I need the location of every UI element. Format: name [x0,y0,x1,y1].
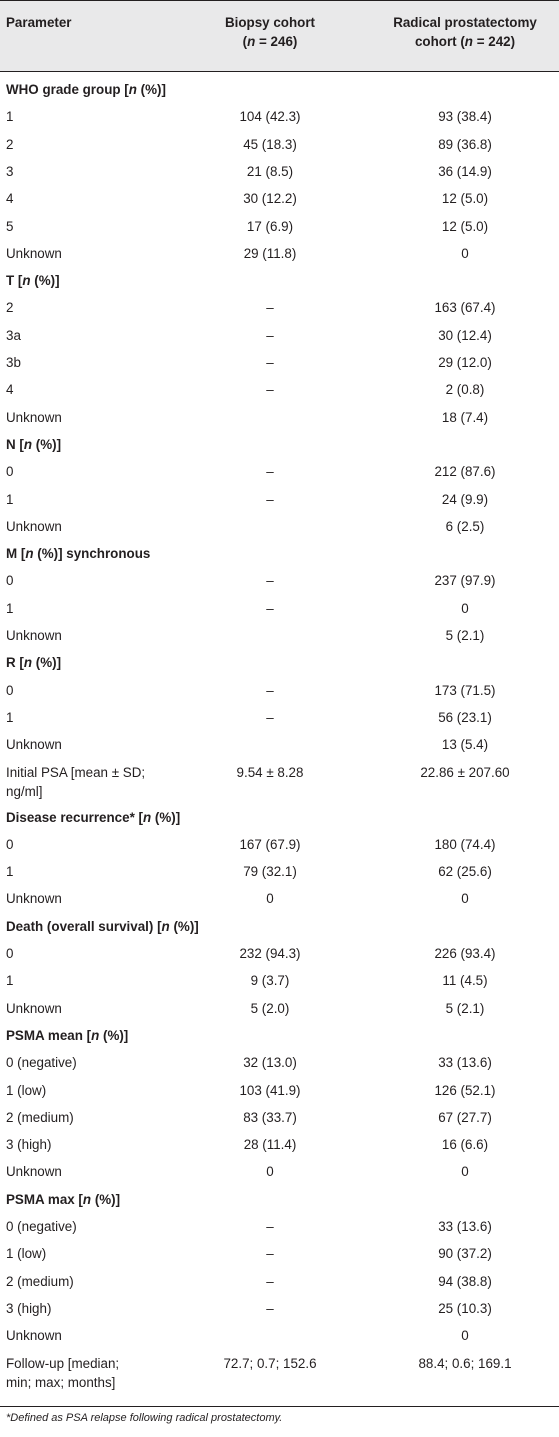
rp-value: 56 (23.1) [438,709,492,725]
row-label: 0 [6,464,14,480]
rp-value: 0 [461,891,469,907]
section-label: PSMA mean [n (%)] [6,1027,129,1043]
biopsy-value: – [266,327,274,343]
row-label: 0 [6,836,14,852]
row-label: Unknown [6,737,62,753]
biopsy-value: 21 (8.5) [246,163,294,179]
rp-value: 5 (2.1) [445,1000,485,1016]
biopsy-value: – [266,1219,274,1234]
rp-value: 226 (93.4) [434,946,496,961]
rp-value: 93 (38.4) [438,109,492,125]
section-label: N [n (%)] [6,436,62,452]
rp-value: 163 (67.4) [434,300,496,316]
biopsy-value: 79 (32.1) [243,864,297,880]
rp-value: 88.4; 0.6; 169.1 [418,1355,512,1371]
row-label: 4 [6,191,14,207]
biopsy-value: – [266,300,274,316]
row-label: Unknown [6,518,62,534]
rp-value: 180 (74.4) [434,836,496,852]
header-parameter: Parameter [6,15,72,30]
rp-value: 126 (52.1) [434,1082,496,1098]
row-label: 1 [6,709,14,725]
row-label: 2 (medium) [6,1273,74,1289]
rp-value: 18 (7.4) [441,409,489,425]
row-label: 3 [6,163,14,179]
row-label: 1 [6,600,14,616]
row-label: 2 [6,136,14,152]
section-label: M [n (%)] synchronous [6,546,151,562]
section-label: Disease recurrence* [n (%)] [6,809,181,825]
header-biopsy-title: Biopsy cohort [224,15,316,30]
biopsy-value: 0 [266,891,274,907]
biopsy-value: 9.54 ± 8.28 [236,764,304,780]
rp-value: 12 (5.0) [441,191,489,207]
row-label: 1 (low) [6,1082,47,1098]
rp-value: 33 (13.6) [438,1219,492,1234]
rp-value: 0 [461,1328,469,1344]
row-label: 4 [6,382,14,398]
biopsy-value: 232 (94.3) [239,946,301,961]
row-label: 3a [6,327,21,343]
biopsy-value: 45 (18.3) [243,136,297,152]
rp-value: 2 (0.8) [445,382,485,398]
biopsy-value: 32 (13.0) [243,1055,297,1071]
rp-value: 36 (14.9) [438,163,492,179]
rp-value: 25 (10.3) [438,1300,492,1316]
row-label: 2 (medium) [6,1109,74,1125]
section-label: WHO grade group [n (%)] [6,82,166,97]
rp-value: 212 (87.6) [434,464,496,480]
rp-value: 0 [461,600,469,616]
biopsy-value: – [266,682,274,698]
biopsy-value: – [266,600,274,616]
row-label: Follow-up [median; min; max; months] [6,1355,120,1390]
rp-value: 237 (97.9) [434,573,496,589]
biopsy-value: – [266,355,274,370]
row-label: Initial PSA [mean ± SD; ng/ml] [6,764,146,799]
row-label: Unknown [6,628,62,643]
row-label: Unknown [6,891,62,907]
rp-value: 0 [461,245,469,261]
biopsy-value: – [266,573,274,589]
rp-value: 22.86 ± 207.60 [420,764,510,780]
section-label: T [n (%)] [6,273,60,289]
biopsy-value: 28 (11.4) [243,1137,297,1153]
rp-value: 11 (4.5) [442,973,488,989]
biopsy-value: 104 (42.3) [239,109,301,125]
biopsy-value: 17 (6.9) [246,218,294,234]
rp-value: 16 (6.6) [441,1137,489,1153]
row-label: 3 (high) [6,1300,52,1316]
biopsy-value: 29 (11.8) [243,245,297,261]
rp-value: 13 (5.4) [441,737,489,753]
rp-value: 173 (71.5) [434,682,496,698]
row-label: 0 (negative) [6,1219,77,1234]
header-rp-title: Radical prostatectomy [393,15,537,30]
rp-value: 6 (2.5) [445,518,485,534]
table-bottom-rule [0,1406,559,1407]
header-rp-count: cohort (n = 242) [414,34,516,49]
biopsy-value: – [266,1246,274,1262]
row-label: 1 [6,491,14,507]
section-label: Death (overall survival) [n (%)] [6,918,199,934]
row-label: Unknown [6,245,62,261]
row-label: 3 (high) [6,1137,52,1153]
rp-value: 62 (25.6) [438,864,492,880]
biopsy-value: – [266,1300,274,1316]
table-header [0,0,559,72]
biopsy-value: 72.7; 0.7; 152.6 [223,1355,317,1371]
rp-value: 30 (12.4) [438,327,492,343]
row-label: 0 [6,946,14,961]
row-label: 0 (negative) [6,1055,77,1071]
row-label: 2 [6,300,14,316]
row-label: Unknown [6,409,62,425]
row-label: 1 [6,973,14,989]
row-label: Unknown [6,1000,62,1016]
header-rp-cohort [370,13,559,51]
rp-value: 0 [461,1164,469,1180]
rp-value: 24 (9.9) [441,491,489,507]
biopsy-value: 30 (12.2) [243,191,297,207]
rp-value: 67 (27.7) [438,1109,492,1125]
section-label: PSMA max [n (%)] [6,1191,121,1207]
row-label: 1 (low) [6,1246,47,1262]
row-label: 1 [6,109,14,125]
row-label: 3b [6,355,21,370]
row-label: 5 [6,218,14,234]
biopsy-value: – [266,1273,274,1289]
section-label: R [n (%)] [6,655,62,671]
rp-value: 5 (2.1) [445,628,485,643]
biopsy-value: – [266,464,274,480]
biopsy-value: 83 (33.7) [243,1109,297,1125]
biopsy-value: 0 [266,1164,274,1180]
biopsy-value: – [266,491,274,507]
header-biopsy-cohort [210,13,330,51]
biopsy-value: 167 (67.9) [239,836,301,852]
biopsy-value: 103 (41.9) [239,1082,301,1098]
rp-value: 89 (36.8) [438,136,492,152]
rp-value: 29 (12.0) [438,355,492,370]
rp-value: 33 (13.6) [438,1055,492,1071]
header-biopsy-count: (n = 246) [242,34,298,49]
row-label: Unknown [6,1164,62,1180]
rp-value: 94 (38.8) [438,1273,492,1289]
rp-value: 12 (5.0) [441,218,489,234]
row-label: Unknown [6,1328,62,1344]
biopsy-value: – [266,709,274,725]
rp-value: 90 (37.2) [438,1246,492,1262]
row-label: 1 [6,864,14,880]
row-label: 0 [6,682,14,698]
table-footnote: *Defined as PSA relapse following radical prostatectomy. [6,1412,283,1424]
biopsy-value: – [266,382,274,398]
biopsy-value: 9 (3.7) [250,973,290,989]
row-label: 0 [6,573,14,589]
biopsy-value: 5 (2.0) [250,1000,290,1016]
